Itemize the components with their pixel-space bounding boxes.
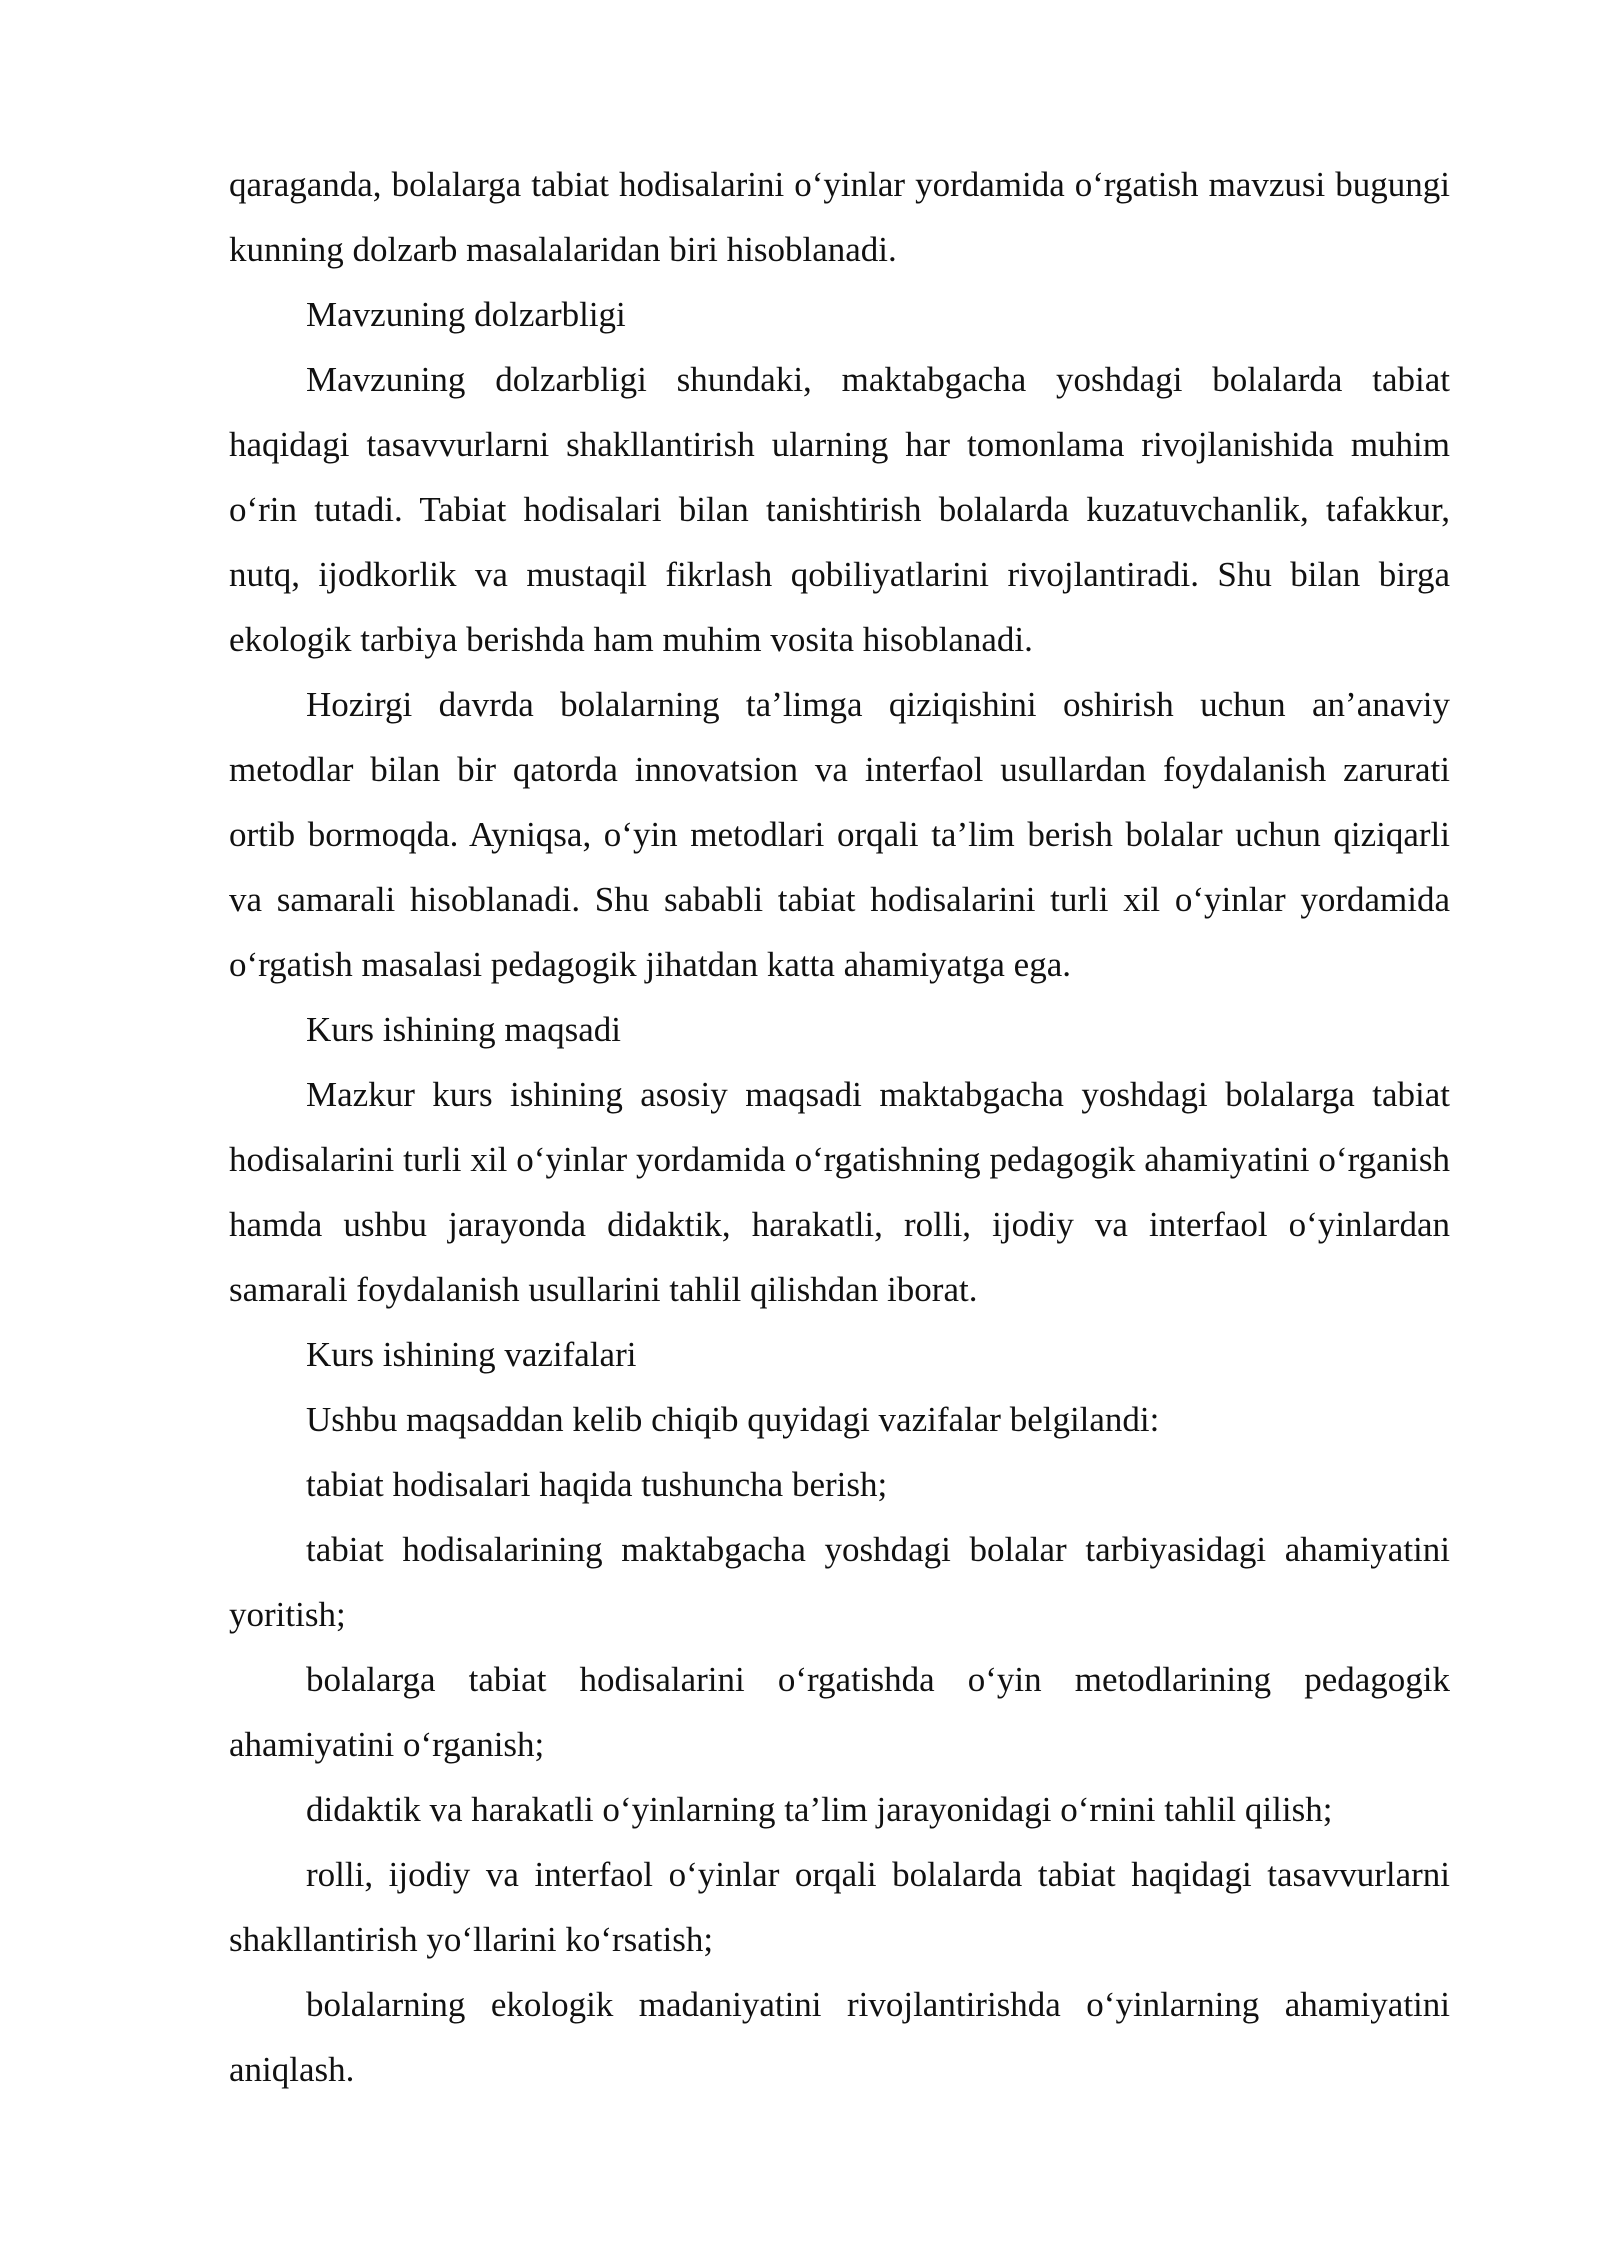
task-item: rolli, ijodiy va interfaol o‘yinlar orqali bolalarda tabiat haqidagi tasavvurlarni shakllantirish yo‘llarini ko‘rsatish; xyxy=(229,1855,1450,1959)
paragraph-relevance: Mavzuning dolzarbligi shundaki, maktabgacha yoshdagi bolalarda tabiat haqidagi tasavvurlarni shakllantirish ularning har tomonlama rivojlanishida muhim o‘rin tutadi. Tabiat hodisalari bilan tanishtirish bolalarda kuzatuvchanlik, tafakkur, nutq, ijodkorlik va mustaqil fikrlash qobiliyatlarini rivojlantiradi. Shu bilan birga ekologik tarbiya berishda ham muhim vosita hisoblanadi. xyxy=(229,360,1450,659)
section-heading-goal: Kurs ishining maqsadi xyxy=(306,1010,621,1049)
paragraph-continuation: qaraganda, bolalarga tabiat hodisalarini o‘yinlar yordamida o‘rgatish mavzusi bugungi kunning dolzarb masalalaridan biri hisoblanadi. xyxy=(229,165,1450,269)
paragraph-modern-methods: Hozirgi davrda bolalarning ta’limga qiziqishini oshirish uchun an’anaviy metodlar bilan bir qatorda innovatsion va interfaol usullardan foydalanish zarurati ortib bormoqda. Ayniqsa, o‘yin metodlari orqali ta’lim berish bolalar uchun qiziqarli va samarali hisoblanadi. Shu sababli tabiat hodisalarini turli xil o‘yinlar yordamida o‘rgatish masalasi pedagogik jihatdan katta ahamiyatga ega. xyxy=(229,685,1450,984)
task-item: tabiat hodisalarining maktabgacha yoshdagi bolalar tarbiyasidagi ahamiyatini yoritish; xyxy=(229,1530,1450,1634)
paragraph-goal: Mazkur kurs ishining asosiy maqsadi maktabgacha yoshdagi bolalarga tabiat hodisalarini turli xil o‘yinlar yordamida o‘rgatishning pedagogik ahamiyatini o‘rganish hamda ushbu jarayonda didaktik, harakatli, rolli, ijodiy va interfaol o‘yinlardan samarali foydalanish usullarini tahlil qilishdan iborat. xyxy=(229,1075,1450,1309)
task-item: bolalarga tabiat hodisalarini o‘rgatishda o‘yin metodlarining pedagogik ahamiyatini o‘rganish; xyxy=(229,1660,1450,1764)
section-heading-relevance: Mavzuning dolzarbligi xyxy=(306,295,626,334)
section-heading-tasks: Kurs ishining vazifalari xyxy=(306,1335,637,1374)
paragraph-tasks-intro: Ushbu maqsaddan kelib chiqib quyidagi vazifalar belgilandi: xyxy=(306,1400,1160,1439)
document-page xyxy=(229,152,1450,2102)
task-item: didaktik va harakatli o‘yinlarning ta’lim jarayonidagi o‘rnini tahlil qilish; xyxy=(306,1790,1333,1829)
task-item: bolalarning ekologik madaniyatini rivojlantirishda o‘yinlarning ahamiyatini aniqlash. xyxy=(229,1985,1450,2089)
task-item: tabiat hodisalari haqida tushuncha berish; xyxy=(306,1465,888,1504)
